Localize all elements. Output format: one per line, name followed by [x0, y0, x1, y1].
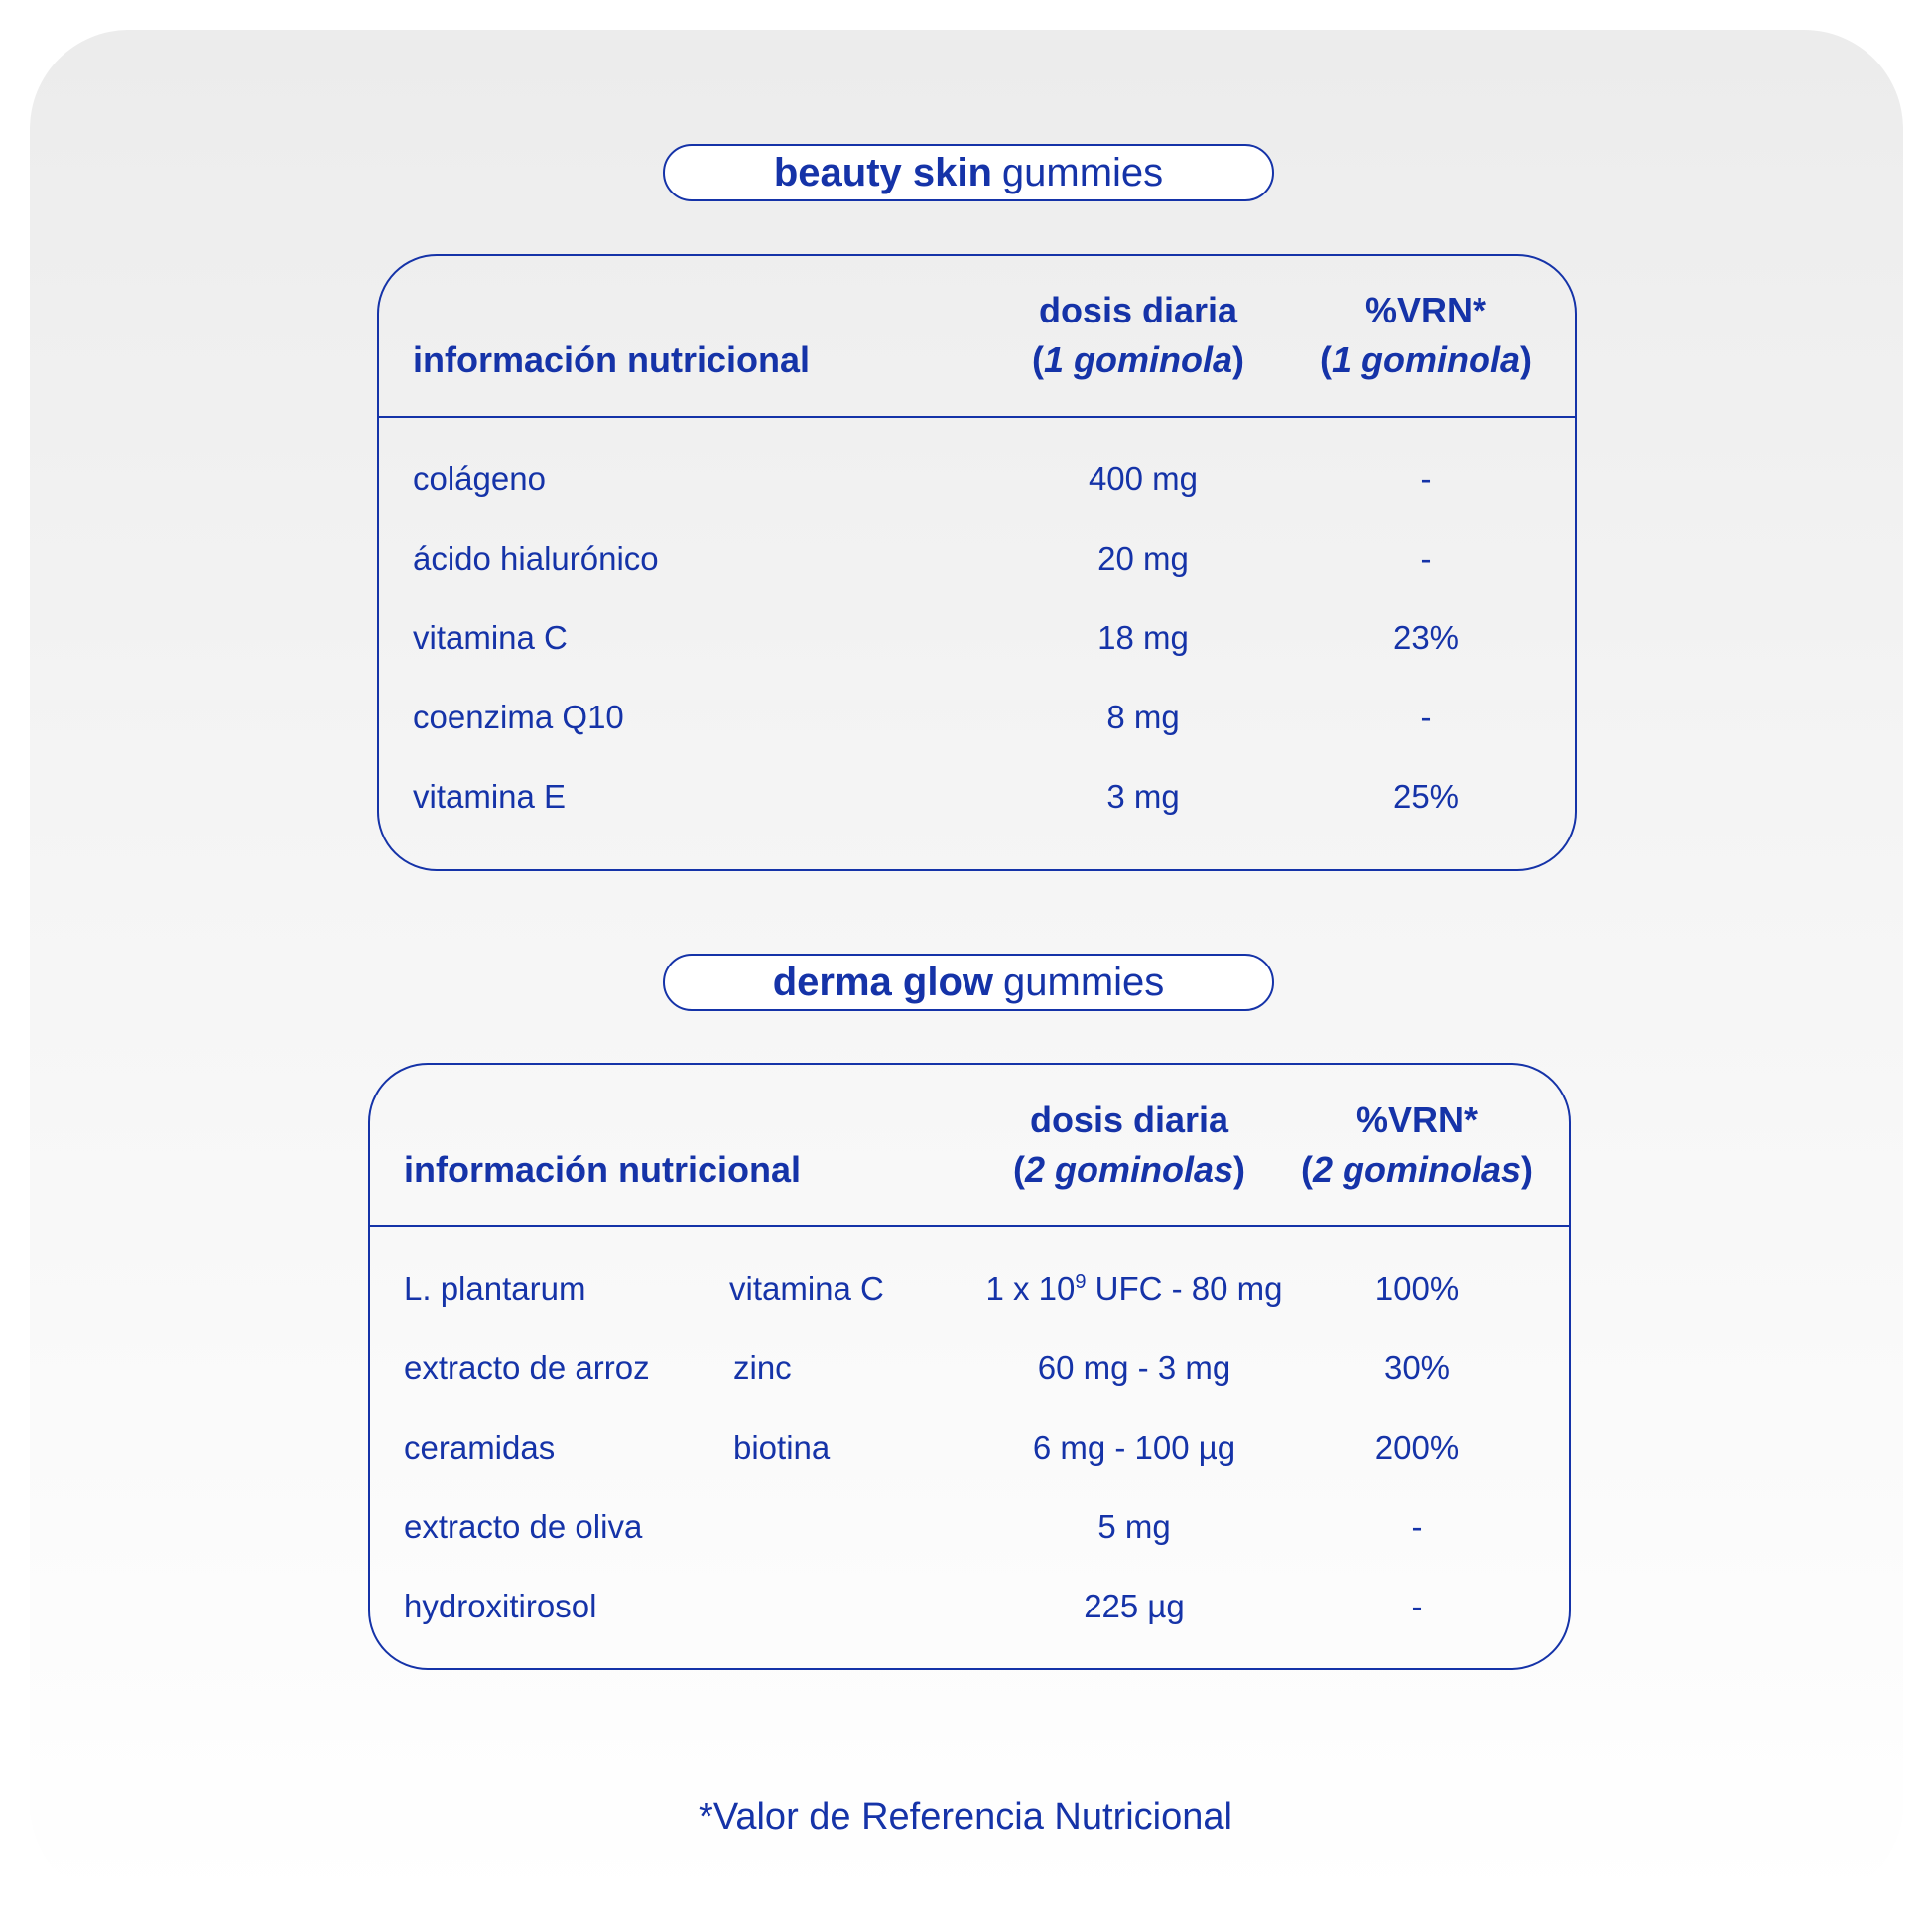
header-dose	[974, 286, 1302, 385]
header-dose-line2: (2 gominolas)	[1012, 1149, 1246, 1190]
row-vrn: -	[1411, 1508, 1423, 1545]
nutrition-table	[368, 1063, 1571, 1670]
row-dose: 20 mg	[1097, 540, 1189, 577]
row-dose: 400 mg	[1088, 460, 1199, 497]
row-dose: 3 mg	[1106, 778, 1180, 815]
header-dose-line1: dosis diaria	[1038, 290, 1238, 330]
row-name: hydroxitirosol	[404, 1588, 597, 1624]
product-name-bold: derma glow	[772, 960, 993, 1004]
product-title-pill	[663, 954, 1274, 1011]
header-vrn	[1292, 286, 1560, 385]
row-dose: 6 mg - 100 µg	[1032, 1429, 1236, 1466]
row-vrn: 200%	[1374, 1429, 1460, 1466]
header-dose-line1: dosis diaria	[1029, 1099, 1229, 1140]
row-dose: 225 µg	[1084, 1588, 1185, 1624]
row-name: coenzima Q10	[413, 699, 624, 735]
row-vrn: 30%	[1383, 1350, 1451, 1386]
row-dose: 60 mg - 3 mg	[1037, 1350, 1231, 1386]
row-name: ácido hialurónico	[413, 540, 659, 577]
row-vrn: -	[1420, 699, 1432, 735]
row-vrn: -	[1420, 540, 1432, 577]
row-vrn: 25%	[1392, 778, 1460, 815]
header-info: información nutricional	[404, 1149, 802, 1190]
row-name: L. plantarum	[404, 1270, 586, 1307]
row-name: extracto de oliva	[404, 1508, 643, 1545]
row-name: ceramidas	[404, 1429, 556, 1466]
row-name-secondary: vitamina C	[729, 1270, 884, 1307]
header-dose	[980, 1095, 1278, 1195]
row-name: vitamina E	[413, 778, 567, 815]
header-info: información nutricional	[413, 339, 811, 380]
row-dose: 1 x $10^9$ UFC - 80 mg	[985, 1270, 1283, 1307]
header-vrn-line2: (2 gominolas)	[1300, 1149, 1534, 1190]
row-name: extracto de arroz	[404, 1350, 650, 1386]
row-vrn: 100%	[1374, 1270, 1460, 1307]
nutrition-table	[377, 254, 1577, 871]
row-dose: 18 mg	[1097, 619, 1189, 656]
table-header	[370, 1065, 1569, 1227]
header-vrn-line1: %VRN*	[1355, 1099, 1479, 1140]
product-name-light: gummies	[1003, 960, 1165, 1004]
row-vrn: 23%	[1392, 619, 1460, 656]
product-name-bold: beauty skin	[773, 150, 992, 194]
row-name-secondary: zinc	[733, 1350, 792, 1386]
row-name: colágeno	[413, 460, 546, 497]
header-dose-line2: (1 gominola)	[1031, 339, 1245, 380]
footnote: *Valor de Referencia Nutricional	[699, 1796, 1232, 1838]
row-vrn: -	[1420, 460, 1432, 497]
row-dose: 5 mg	[1097, 1508, 1171, 1545]
row-name: vitamina C	[413, 619, 568, 656]
product-title-pill	[663, 144, 1274, 201]
row-name-secondary: biotina	[733, 1429, 831, 1466]
header-vrn-line1: %VRN*	[1364, 290, 1487, 330]
row-dose: 8 mg	[1106, 699, 1180, 735]
table-header	[379, 256, 1575, 418]
header-vrn-line2: (1 gominola)	[1319, 339, 1533, 380]
header-vrn	[1273, 1095, 1561, 1195]
product-name-light: gummies	[1001, 150, 1164, 194]
row-vrn: -	[1411, 1588, 1423, 1624]
